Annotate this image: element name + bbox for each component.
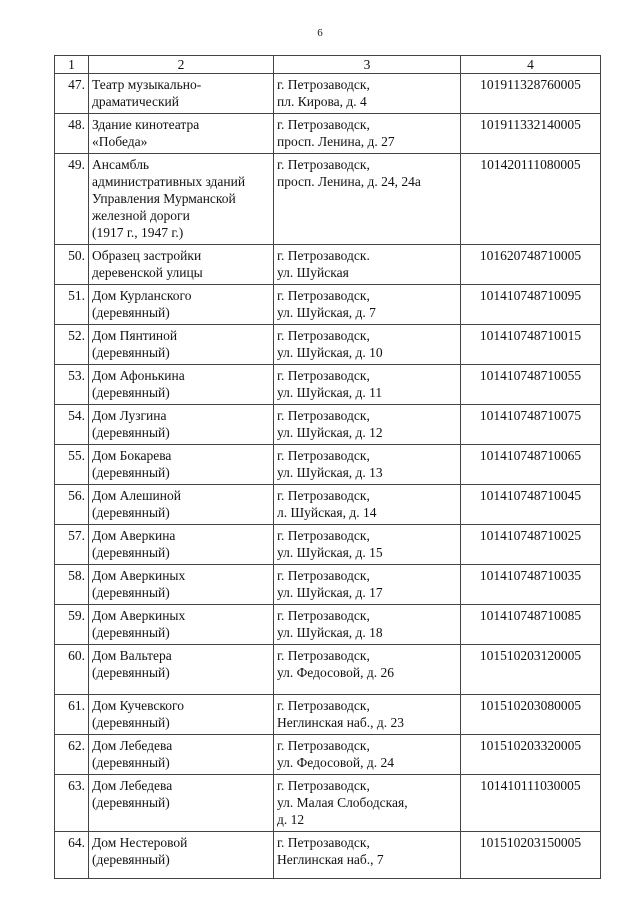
address-line: г. Петрозаводск, — [277, 568, 370, 583]
table-body — [55, 74, 601, 879]
address-cell — [274, 832, 461, 879]
registry-code: 101510203320005 — [461, 735, 601, 775]
address-cell — [274, 445, 461, 485]
row-number: 57. — [55, 525, 89, 565]
row-number: 59. — [55, 605, 89, 645]
object-name-line: (деревянный) — [92, 852, 170, 867]
object-name-line: (деревянный) — [92, 305, 170, 320]
row-number: 52. — [55, 325, 89, 365]
address-line: г. Петрозаводск, — [277, 328, 370, 343]
table-row — [55, 525, 601, 565]
address-line: г. Петрозаводск, — [277, 448, 370, 463]
registry-code: 101410748710025 — [461, 525, 601, 565]
address-line: Неглинская наб., д. 23 — [277, 715, 405, 730]
heritage-registry-table — [54, 55, 601, 879]
registry-code: 101410111030005 — [461, 775, 601, 832]
table-row — [55, 775, 601, 832]
address-cell — [274, 645, 461, 695]
address-line: л. Шуйская, д. 14 — [277, 505, 377, 520]
address-cell — [274, 485, 461, 525]
address-cell — [274, 245, 461, 285]
table-row — [55, 695, 601, 735]
row-number: 50. — [55, 245, 89, 285]
object-name-line: Дом Аверкина — [92, 528, 176, 543]
table-header-row — [55, 56, 601, 74]
address-line: ул. Федосовой, д. 24 — [277, 755, 394, 770]
address-line: г. Петрозаводск, — [277, 738, 370, 753]
object-name-line: (деревянный) — [92, 625, 170, 640]
address-line: ул. Малая Слободская, — [277, 795, 408, 810]
object-name-line: Дом Аверкиных — [92, 568, 186, 583]
table-row — [55, 832, 601, 879]
table-row — [55, 485, 601, 525]
object-name-line: (деревянный) — [92, 545, 170, 560]
object-name-line: Дом Аверкиных — [92, 608, 186, 623]
object-name-cell — [89, 154, 274, 245]
address-cell — [274, 74, 461, 114]
column-header-3: 3 — [274, 56, 461, 74]
address-line: г. Петрозаводск, — [277, 117, 370, 132]
object-name-cell — [89, 645, 274, 695]
object-name-cell — [89, 735, 274, 775]
object-name-cell — [89, 114, 274, 154]
table-row — [55, 285, 601, 325]
row-number: 58. — [55, 565, 89, 605]
object-name-cell — [89, 325, 274, 365]
row-number: 48. — [55, 114, 89, 154]
object-name-line: Дом Курланского — [92, 288, 192, 303]
object-name-cell — [89, 832, 274, 879]
object-name-line: Дом Нестеровой — [92, 835, 188, 850]
table-row — [55, 735, 601, 775]
address-line: ул. Шуйская, д. 15 — [277, 545, 383, 560]
object-name-line: Дом Афонькина — [92, 368, 185, 383]
address-line: ул. Шуйская — [277, 265, 349, 280]
registry-code: 101510203080005 — [461, 695, 601, 735]
page-number: 6 — [317, 27, 323, 39]
row-number: 53. — [55, 365, 89, 405]
table-row — [55, 565, 601, 605]
object-name-cell — [89, 445, 274, 485]
address-cell — [274, 775, 461, 832]
address-line: ул. Шуйская, д. 17 — [277, 585, 383, 600]
address-cell — [274, 605, 461, 645]
table-row — [55, 645, 601, 695]
object-name-line: (деревянный) — [92, 465, 170, 480]
address-line: г. Петрозаводск, — [277, 288, 370, 303]
address-line: г. Петрозаводск, — [277, 528, 370, 543]
row-number: 49. — [55, 154, 89, 245]
column-header-2: 2 — [89, 56, 274, 74]
address-line: г. Петрозаводск, — [277, 698, 370, 713]
object-name-line: (деревянный) — [92, 755, 170, 770]
table-row — [55, 154, 601, 245]
address-line: г. Петрозаводск, — [277, 368, 370, 383]
object-name-line: Дом Алешиной — [92, 488, 181, 503]
row-number: 62. — [55, 735, 89, 775]
object-name-line: (деревянный) — [92, 505, 170, 520]
object-name-line: железной дороги — [92, 208, 190, 223]
object-name-cell — [89, 695, 274, 735]
object-name-cell — [89, 565, 274, 605]
registry-code: 101410748710085 — [461, 605, 601, 645]
object-name-line: (деревянный) — [92, 425, 170, 440]
row-number: 55. — [55, 445, 89, 485]
address-cell — [274, 365, 461, 405]
address-line: просп. Ленина, д. 27 — [277, 134, 395, 149]
address-cell — [274, 114, 461, 154]
object-name-cell — [89, 245, 274, 285]
address-line: ул. Шуйская, д. 13 — [277, 465, 383, 480]
object-name-line: (1917 г., 1947 г.) — [92, 225, 184, 240]
row-number: 60. — [55, 645, 89, 695]
object-name-line: Дом Лебедева — [92, 778, 173, 793]
address-line: просп. Ленина, д. 24, 24а — [277, 174, 421, 189]
address-line: д. 12 — [277, 812, 305, 827]
address-line: г. Петрозаводск, — [277, 488, 370, 503]
registry-code: 101911328760005 — [461, 74, 601, 114]
object-name-line: Управления Мурманской — [92, 191, 236, 206]
registry-code: 101410748710045 — [461, 485, 601, 525]
object-name-line: Театр музыкально- — [92, 77, 202, 92]
table-row — [55, 74, 601, 114]
object-name-line: (деревянный) — [92, 795, 170, 810]
object-name-line: Ансамбль — [92, 157, 150, 172]
address-cell — [274, 325, 461, 365]
object-name-cell — [89, 405, 274, 445]
object-name-line: (деревянный) — [92, 715, 170, 730]
table-row — [55, 445, 601, 485]
object-name-line: административных зданий — [92, 174, 246, 189]
address-line: ул. Федосовой, д. 26 — [277, 665, 394, 680]
row-number: 47. — [55, 74, 89, 114]
object-name-line: (деревянный) — [92, 385, 170, 400]
address-line: г. Петрозаводск, — [277, 648, 370, 663]
object-name-cell — [89, 74, 274, 114]
row-number: 63. — [55, 775, 89, 832]
row-number: 51. — [55, 285, 89, 325]
object-name-line: Образец застройки — [92, 248, 202, 263]
registry-code: 101911332140005 — [461, 114, 601, 154]
address-cell — [274, 695, 461, 735]
address-line: ул. Шуйская, д. 18 — [277, 625, 383, 640]
object-name-line: драматический — [92, 94, 179, 109]
address-cell — [274, 154, 461, 245]
registry-code: 101410748710015 — [461, 325, 601, 365]
address-line: г. Петрозаводск, — [277, 157, 370, 172]
table-row — [55, 405, 601, 445]
object-name-line: Дом Кучевского — [92, 698, 185, 713]
address-line: г. Петрозаводск, — [277, 77, 370, 92]
object-name-line: Дом Пянтиной — [92, 328, 178, 343]
address-cell — [274, 285, 461, 325]
row-number: 54. — [55, 405, 89, 445]
address-line: г. Петрозаводск, — [277, 608, 370, 623]
object-name-line: (деревянный) — [92, 345, 170, 360]
address-line: ул. Шуйская, д. 11 — [277, 385, 383, 400]
address-line: ул. Шуйская, д. 10 — [277, 345, 383, 360]
address-line: г. Петрозаводск, — [277, 778, 370, 793]
row-number: 56. — [55, 485, 89, 525]
object-name-line: Здание кинотеатра — [92, 117, 200, 132]
column-header-4: 4 — [461, 56, 601, 74]
registry-code: 101410748710065 — [461, 445, 601, 485]
registry-code: 101410748710095 — [461, 285, 601, 325]
row-number: 64. — [55, 832, 89, 879]
table-row — [55, 605, 601, 645]
address-line: ул. Шуйская, д. 7 — [277, 305, 376, 320]
row-number: 61. — [55, 695, 89, 735]
address-cell — [274, 525, 461, 565]
object-name-cell — [89, 285, 274, 325]
table-row — [55, 365, 601, 405]
address-line: г. Петрозаводск, — [277, 408, 370, 423]
object-name-cell — [89, 485, 274, 525]
registry-code: 101410748710075 — [461, 405, 601, 445]
object-name-cell — [89, 525, 274, 565]
object-name-cell — [89, 365, 274, 405]
object-name-line: Дом Бокарева — [92, 448, 172, 463]
table-row — [55, 245, 601, 285]
object-name-line: деревенской улицы — [92, 265, 203, 280]
table-row — [55, 325, 601, 365]
object-name-line: (деревянный) — [92, 585, 170, 600]
object-name-cell — [89, 605, 274, 645]
registry-code: 101620748710005 — [461, 245, 601, 285]
address-cell — [274, 735, 461, 775]
address-line: г. Петрозаводск, — [277, 835, 370, 850]
table-row — [55, 114, 601, 154]
object-name-cell — [89, 775, 274, 832]
object-name-line: Дом Вальтера — [92, 648, 172, 663]
address-line: г. Петрозаводск. — [277, 248, 370, 263]
address-line: пл. Кирова, д. 4 — [277, 94, 367, 109]
address-cell — [274, 405, 461, 445]
object-name-line: Дом Лебедева — [92, 738, 173, 753]
registry-code: 101420111080005 — [461, 154, 601, 245]
address-line: ул. Шуйская, д. 12 — [277, 425, 383, 440]
object-name-line: «Победа» — [92, 134, 148, 149]
address-line: Неглинская наб., 7 — [277, 852, 384, 867]
registry-code: 101510203150005 — [461, 832, 601, 879]
registry-code: 101410748710055 — [461, 365, 601, 405]
registry-code: 101510203120005 — [461, 645, 601, 695]
address-cell — [274, 565, 461, 605]
registry-code: 101410748710035 — [461, 565, 601, 605]
object-name-line: Дом Лузгина — [92, 408, 167, 423]
column-header-1: 1 — [55, 56, 89, 74]
object-name-line: (деревянный) — [92, 665, 170, 680]
